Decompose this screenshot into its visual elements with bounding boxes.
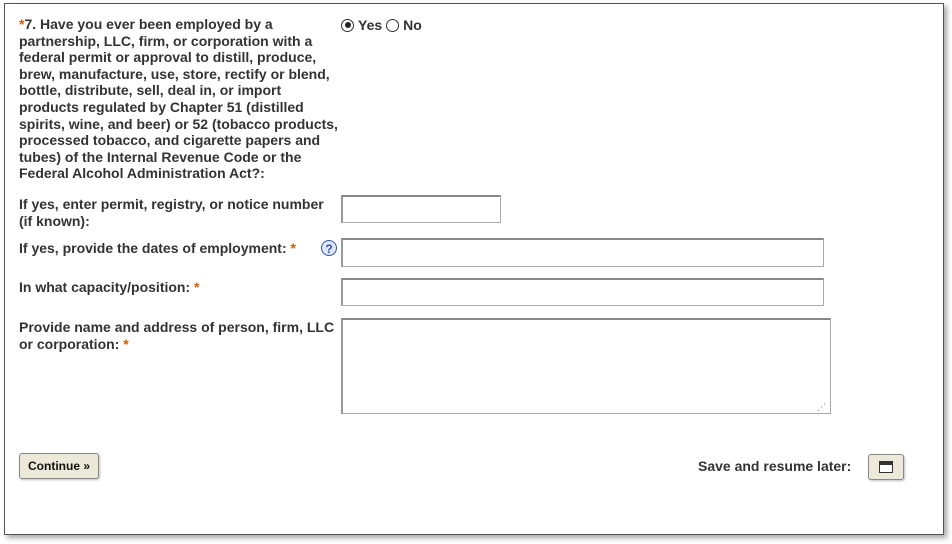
capacity-position-input[interactable]: [341, 278, 824, 306]
form-panel: [4, 3, 944, 535]
radio-yes-label[interactable]: Yes: [358, 17, 383, 33]
question-7-radio-group: [341, 17, 426, 33]
name-address-label: [19, 319, 339, 352]
save-resume-button[interactable]: [868, 454, 904, 480]
required-mark: *: [123, 335, 129, 352]
help-icon[interactable]: ?: [321, 240, 337, 256]
required-mark: *: [194, 279, 200, 295]
capacity-position-label: [19, 279, 319, 296]
dates-of-employment-label: [19, 240, 319, 257]
name-address-textarea[interactable]: [341, 318, 831, 414]
required-mark: *: [19, 16, 25, 32]
save-icon: [879, 461, 893, 473]
question-7-label: [19, 16, 341, 182]
name-address-text: Provide name and address of person, firm, LLC or corporation:: [19, 319, 335, 352]
required-mark: *: [290, 240, 296, 256]
save-resume-label: Save and resume later:: [698, 458, 852, 474]
resize-grip-icon[interactable]: ⋰: [817, 402, 826, 412]
radio-no[interactable]: [386, 19, 399, 32]
question-7-text: 7. Have you ever been employed by a partnership, LLC, firm, or corporation with a federal permit or approval to distill, produce, brew, manufacture, use, store, rectify or blend, bottle, distribute, sell, deal in, or import products regulated by Chapter 51 (distilled spirits, wine, and beer) or 52 (tobacco products, processed tobacco, and cigarette papers and tubes) of the Internal Revenue Code or the Federal Alcohol Administration Act?:: [19, 16, 338, 182]
continue-button[interactable]: Continue »: [19, 453, 99, 479]
dates-of-employment-input[interactable]: [341, 238, 824, 267]
dates-of-employment-text: If yes, provide the dates of employment:: [19, 240, 287, 256]
permit-number-label: If yes, enter permit, registry, or notice number (if known):: [19, 196, 324, 229]
radio-no-label[interactable]: No: [403, 17, 422, 33]
permit-number-input[interactable]: [341, 195, 501, 223]
radio-yes[interactable]: [341, 19, 354, 32]
capacity-position-text: In what capacity/position:: [19, 279, 191, 295]
